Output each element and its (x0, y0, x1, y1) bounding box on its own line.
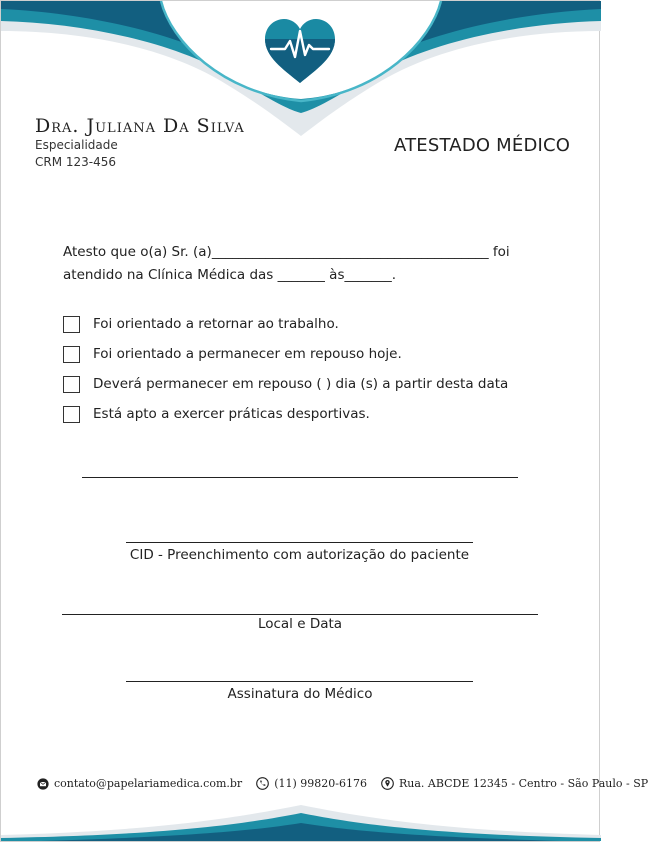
local-data-caption: Local e Data (257, 616, 343, 632)
attestation-text (63, 241, 543, 287)
footer-email (37, 777, 242, 790)
attestation-line-time[interactable]: atendido na Clínica Médica das _______ às_______. (63, 267, 397, 283)
footer-email-text[interactable]: contato@papelariamedica.com.br (54, 777, 243, 790)
checklist-item (63, 369, 508, 399)
notes-line[interactable] (82, 477, 518, 478)
checklist-item (63, 339, 508, 369)
checklist-label: Deverá permanecer em repouso ( ) dia (s) a partir desta data (93, 376, 509, 392)
checkbox[interactable] (63, 406, 80, 423)
signature-line[interactable] (126, 681, 473, 682)
signature-caption: Assinatura do Médico (227, 686, 373, 702)
attestation-line-patient[interactable]: Atesto que o(a) Sr. (a)_________________________________________ foi (63, 244, 510, 260)
checklist-item (63, 399, 508, 429)
phone-icon (256, 777, 269, 790)
checkbox[interactable] (63, 346, 80, 363)
checkbox[interactable] (63, 316, 80, 333)
doctor-crm: CRM 123-456 (35, 155, 117, 169)
footer-decoration (1, 801, 601, 841)
location-pin-icon (381, 777, 394, 790)
checklist-label: Foi orientado a retornar ao trabalho. (93, 316, 339, 332)
checklist-label: Está apto a exercer práticas desportivas. (93, 406, 370, 422)
checklist (63, 309, 508, 429)
checklist-item (63, 309, 508, 339)
doctor-name: Dra. Juliana Da Silva (35, 115, 245, 137)
cid-line[interactable] (126, 542, 473, 543)
heart-pulse-icon (263, 17, 337, 87)
checklist-label: Foi orientado a permanecer em repouso hoje. (93, 346, 402, 362)
checkbox[interactable] (63, 376, 80, 393)
footer-address-text: Rua. ABCDE 12345 - Centro - São Paulo - SP (398, 777, 648, 790)
email-icon (37, 778, 49, 790)
footer-phone (256, 777, 367, 790)
document-title: ATESTADO MÉDICO (394, 135, 571, 156)
doctor-specialty: Especialidade (35, 138, 118, 152)
footer-address (381, 777, 648, 790)
local-data-line[interactable] (62, 614, 538, 615)
cid-caption: CID - Preenchimento com autorização do paciente (129, 547, 470, 563)
footer-phone-text[interactable]: (11) 99820-6176 (274, 777, 367, 790)
footer-contact (37, 777, 648, 790)
